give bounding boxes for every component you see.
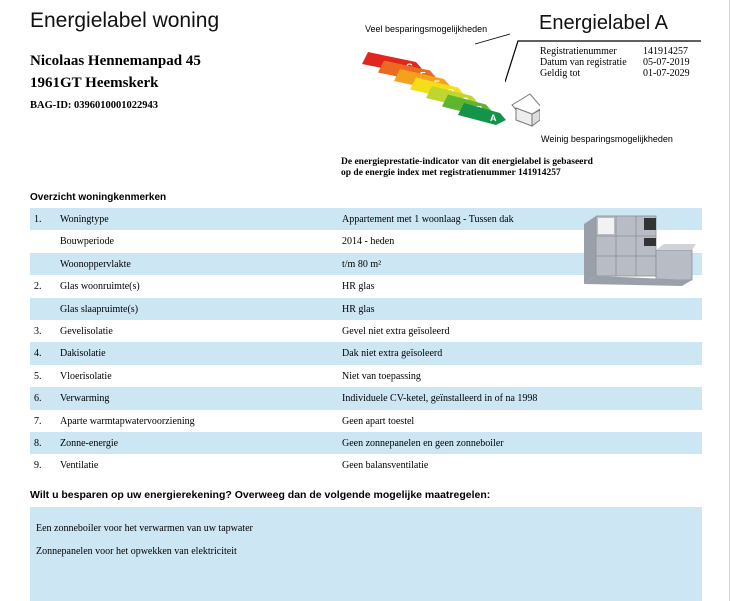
row-label: Glas woonruimte(s)	[60, 281, 140, 293]
row-value: Niet van toepassing	[342, 370, 421, 382]
row-value: Geen apart toestel	[342, 415, 415, 427]
row-label: Glas slaapruimte(s)	[60, 303, 139, 315]
row-label: Gevelisolatie	[60, 325, 113, 337]
table-row	[30, 410, 702, 432]
row-value: Geen zonnepanelen en geen zonneboiler	[342, 437, 504, 449]
indicator-line-1: De energieprestatie-indicator van dit energielabel is gebaseerd	[341, 157, 593, 167]
overview-title: Overzicht woningkenmerken	[30, 192, 167, 203]
row-value: HR glas	[342, 303, 375, 315]
row-value: Gevel niet extra geïsoleerd	[342, 325, 450, 337]
table-row	[30, 298, 702, 320]
table-row	[30, 454, 702, 476]
table-row	[30, 342, 702, 364]
table-row	[30, 387, 702, 409]
row-number: 4.	[34, 348, 42, 360]
table-row	[30, 365, 702, 387]
table-row	[30, 320, 702, 342]
row-number: 3.	[34, 325, 42, 337]
row-label: Verwarming	[60, 393, 110, 405]
indicator-text	[341, 157, 611, 179]
row-number: 1.	[34, 214, 42, 225]
measure-item: Een zonneboiler voor het verwarmen van uw tapwater	[36, 523, 253, 534]
row-value: 2014 - heden	[342, 236, 395, 248]
measures-question: Wilt u besparen op uw energierekening? Overweeg dan de volgende mogelijke maatregelen:	[30, 489, 491, 501]
row-label: Dakisolatie	[60, 348, 106, 360]
measure-item: Zonnepanelen voor het opwekken van elektriciteit	[36, 546, 237, 557]
registration-date-label: Datum van registratie	[540, 57, 627, 68]
page-title: Energielabel woning	[30, 9, 220, 32]
row-label: Woningtype	[60, 214, 109, 225]
measures-box	[30, 507, 702, 601]
scale-top-caption: Veel besparingsmogelijkheden	[365, 24, 488, 34]
indicator-line-2: op de energie index met registratienummer 141914257	[341, 168, 561, 178]
address-city: 1961GT Heemskerk	[30, 75, 159, 91]
row-value: Individuele CV-ketel, geïnstalleerd in of na 1998	[342, 393, 538, 405]
row-number: 8.	[34, 437, 42, 449]
row-number: 6.	[34, 393, 42, 405]
row-label: Zonne-energie	[60, 437, 119, 449]
registration-number-label: Registratienummer	[540, 46, 617, 57]
row-value: Geen balansventilatie	[342, 460, 429, 472]
valid-until-value: 01-07-2029	[643, 68, 690, 79]
building-illustration	[584, 214, 696, 286]
address-street: Nicolaas Hennemanpad 45	[30, 53, 201, 69]
row-number: 2.	[34, 281, 42, 293]
row-value: HR glas	[342, 281, 375, 293]
registration-number-value: 141914257	[643, 46, 688, 57]
row-label: Woonoppervlakte	[60, 258, 131, 270]
row-value: t/m 80 m²	[342, 258, 382, 270]
row-label: Vloerisolatie	[60, 370, 112, 382]
bag-id: BAG-ID: 0396010001022943	[30, 100, 159, 111]
row-label: Ventilatie	[60, 460, 99, 472]
valid-until-label: Geldig tot	[540, 68, 581, 79]
registration-date-value: 05-07-2019	[643, 57, 690, 68]
table-row	[30, 432, 702, 454]
house-icon	[512, 94, 540, 126]
row-value: Appartement met 1 woonlaag - Tussen dak	[342, 214, 514, 225]
scale-bottom-caption: Weinig besparingsmogelijkheden	[541, 134, 673, 144]
row-label: Aparte warmtapwatervoorziening	[60, 415, 195, 427]
row-number: 9.	[34, 460, 42, 472]
row-value: Dak niet extra geïsoleerd	[342, 348, 443, 360]
row-number: 5.	[34, 370, 42, 382]
scale-bar-letter: A	[490, 113, 497, 123]
energy-label-title: Energielabel A	[539, 12, 668, 34]
row-label: Bouwperiode	[60, 236, 114, 248]
row-number: 7.	[34, 415, 42, 427]
